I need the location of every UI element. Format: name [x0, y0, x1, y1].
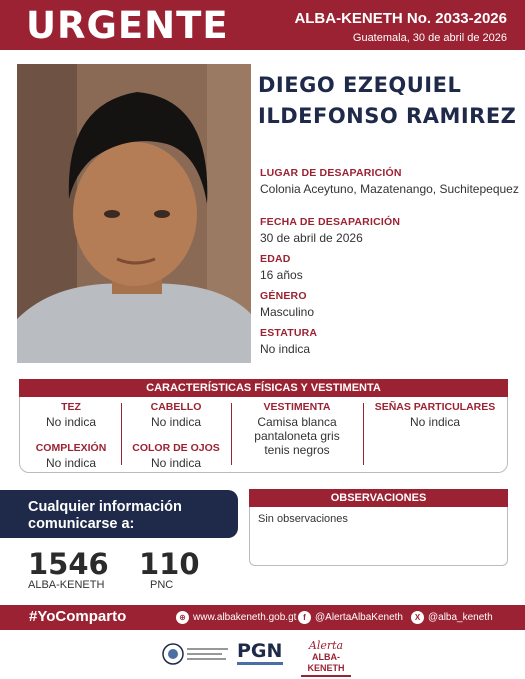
char-value: tenis negros	[264, 443, 330, 457]
detail-label: LUGAR DE DESAPARICIÓN	[260, 167, 402, 179]
char-label: VESTIMENTA	[263, 401, 331, 413]
facebook-text: @AlertaAlbaKeneth	[315, 612, 403, 623]
detail-place	[260, 167, 525, 196]
detail-value: 30 de abril de 2026	[260, 231, 363, 245]
pgn-text: PGN	[237, 640, 283, 662]
name-line-2: ILDEFONSO RAMIREZ	[258, 104, 517, 128]
detail-label: ESTATURA	[260, 327, 318, 339]
alerta-text: Alerta	[308, 639, 344, 652]
name-line-1: DIEGO EZEQUIEL	[258, 73, 462, 97]
char-senas	[366, 401, 504, 429]
facebook-link[interactable]	[298, 611, 403, 624]
char-complexion	[25, 442, 117, 470]
char-label: TEZ	[61, 401, 81, 413]
phone-number-pnc: 110	[139, 547, 200, 581]
detail-height	[260, 327, 525, 356]
contact-line-2: comunicarse a:	[28, 516, 135, 532]
x-link[interactable]	[411, 611, 493, 624]
char-vestimenta	[234, 401, 360, 457]
government-seal-icon	[162, 641, 230, 667]
char-value: No indica	[45, 456, 97, 470]
column-divider	[121, 403, 122, 465]
pgn-logo	[237, 641, 289, 667]
char-label: COLOR DE OJOS	[132, 442, 220, 454]
detail-age	[260, 253, 525, 282]
char-label: CABELLO	[150, 401, 202, 413]
pgn-underline	[237, 662, 283, 665]
char-label: COMPLEXIÓN	[35, 442, 107, 454]
contact-banner	[0, 490, 238, 538]
detail-label: GÉNERO	[260, 290, 307, 302]
characteristics-title: CARACTERÍSTICAS FÍSICAS Y VESTIMENTA	[19, 379, 508, 397]
detail-value: 16 años	[260, 268, 303, 282]
website-link[interactable]	[176, 611, 296, 624]
column-divider	[231, 403, 232, 465]
website-text: www.albakeneth.gob.gt	[193, 612, 297, 623]
detail-gender	[260, 290, 525, 319]
phone-label-alba: ALBA-KENETH	[28, 579, 105, 591]
detail-label: FECHA DE DESAPARICIÓN	[260, 216, 401, 228]
char-cabello	[124, 401, 228, 429]
person-portrait-image	[17, 64, 251, 363]
char-value: No indica	[45, 415, 97, 429]
observations-text: Sin observaciones	[258, 513, 348, 525]
alba-keneth-text: ALBA-KENETH	[307, 652, 345, 673]
alba-keneth-logo	[298, 639, 354, 673]
alba-underline	[301, 675, 351, 677]
char-label: SEÑAS PARTICULARES	[374, 401, 496, 413]
detail-label: EDAD	[260, 253, 291, 265]
x-text: @alba_keneth	[428, 612, 493, 623]
phone-number-alba: 1546	[28, 547, 109, 581]
char-ojos	[124, 442, 228, 470]
person-name	[258, 70, 523, 132]
missing-person-photo	[17, 64, 251, 363]
char-value: No indica	[409, 415, 461, 429]
globe-icon: ⊕	[176, 611, 189, 624]
column-divider	[363, 403, 364, 465]
char-value: No indica	[150, 456, 202, 470]
char-value: No indica	[150, 415, 202, 429]
observations-title: OBSERVACIONES	[249, 489, 508, 507]
government-logo	[162, 641, 230, 667]
case-date: Guatemala, 30 de abril de 2026	[352, 32, 507, 44]
detail-value: Masculino	[260, 305, 315, 319]
detail-date	[260, 216, 525, 245]
char-tez	[25, 401, 117, 429]
char-value: Camisa blanca	[257, 415, 337, 429]
detail-value: No indica	[260, 342, 311, 356]
char-value: pantaloneta gris	[254, 429, 340, 443]
case-number: ALBA-KENETH No. 2033-2026	[294, 10, 507, 27]
hashtag: #YoComparto	[29, 608, 127, 625]
detail-value: Colonia Aceytuno, Mazatenango, Suchitepequez	[260, 182, 519, 196]
phone-label-pnc: PNC	[150, 579, 174, 591]
facebook-icon: f	[298, 611, 311, 624]
contact-line-1: Cualquier información	[28, 499, 182, 515]
urgent-title: URGENTE	[26, 4, 229, 47]
x-icon: X	[411, 611, 424, 624]
